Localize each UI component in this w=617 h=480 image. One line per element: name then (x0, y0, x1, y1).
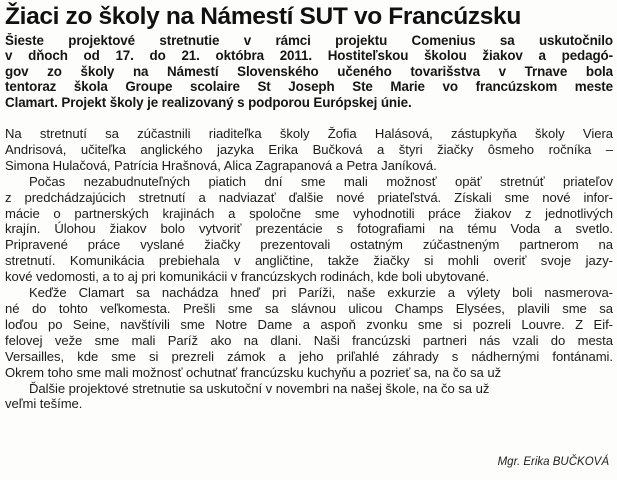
body-line: z predchádzajúcich stretnutí a nadviazať ďalšie nové priateľstvá. Získali sme nové infor- (5, 189, 613, 205)
body-line: kové vedomosti, a to aj pri komunikácii v francúzskych rodinách, kde boli ubytované. (5, 269, 490, 285)
body-line: Ďalšie projektové stretnutie sa uskutoční v novembri na našej škole, na čo sa už (29, 380, 490, 396)
article-body (5, 126, 613, 412)
body-line: felovej veže sme mali Paríž ako na dlani. Naši francúzski partneri nás vzali do mesta (5, 332, 613, 348)
article-lead (5, 33, 613, 110)
body-line: Simona Hulačová, Patrícia Hrašnová, Alica Zagrapanová a Petra Janíková. (5, 157, 437, 173)
body-line: Andrisová, učiteľka anglického jazyka Erika Bučková a štyri žiačky ôsmeho ročníka – (5, 141, 613, 157)
body-line: Pripravené práce vyslané žiačky prezentovali ostatným zúčastneným partnerom na (5, 237, 613, 253)
body-line: Počas nezabudnuteľných piatich dní sme mali možnosť opäť stretnúť priateľov (29, 173, 613, 189)
body-line: stretnutí. Komunikácia prebiehala v angličtine, takže žiačky si mohli overiť svoje jazy- (5, 253, 613, 269)
body-line: loďou po Seine, navštívili sme Notre Dame a aspoň zvonku sme si pozreli Louvre. Z Eif- (5, 316, 613, 332)
body-line: Versailles, kde sme si prezreli zámok a jeho priľahlé záhrady s nádhernými fontánami. (5, 348, 613, 364)
lead-line: gov zo školy na Námestí Slovenského učeného tovarišstva v Trnave bola (5, 63, 613, 79)
body-line: Okrem toho sme mali možnosť ochutnať francúzsku kuchyňu a pozrieť sa, na čo sa už (5, 364, 502, 380)
body-line: Na stretnutí sa zúčastnili riaditeľka školy Žofia Halásová, zástupkyňa školy Viera (5, 126, 613, 141)
lead-line: Šieste projektové stretnutie v rámci projektu Comenius sa uskutočnilo (5, 33, 613, 48)
body-line: krajín. Úlohou žiakov bolo vytvoriť prezentácie s fotografiami na tému Voda a svetlo. (5, 221, 613, 237)
lead-line: Clamart. Projekt školy je realizovaný s podporou Európskej únie. (5, 94, 412, 110)
lead-line: v dňoch od 17. do 21. októbra 2011. Hostiteľskou školou žiakov a pedagó- (5, 48, 613, 64)
body-line: veľmi tešíme. (5, 396, 83, 412)
body-line: mácie o partnerských krajinách a spoločne sme vyhodnotili práce žiakov z jednotlivých (5, 205, 613, 221)
body-line: né do tohto veľkomesta. Prešli sme sa slávnou ulicou Champs Elysées, plavili sme sa (5, 300, 613, 316)
author-signature: Mgr. Erika BUČKOVÁ (497, 456, 609, 468)
article-headline: Žiaci zo školy na Námestí SUT vo Francúzsku (5, 3, 521, 30)
lead-line: tentoraz škola Groupe scolaire St Joseph Ste Marie vo francúzskom meste (5, 79, 613, 95)
body-line: Keďže Clamart sa nachádza hneď pri Paríži, naše exkurzie a výlety boli nasmerova- (29, 285, 613, 301)
